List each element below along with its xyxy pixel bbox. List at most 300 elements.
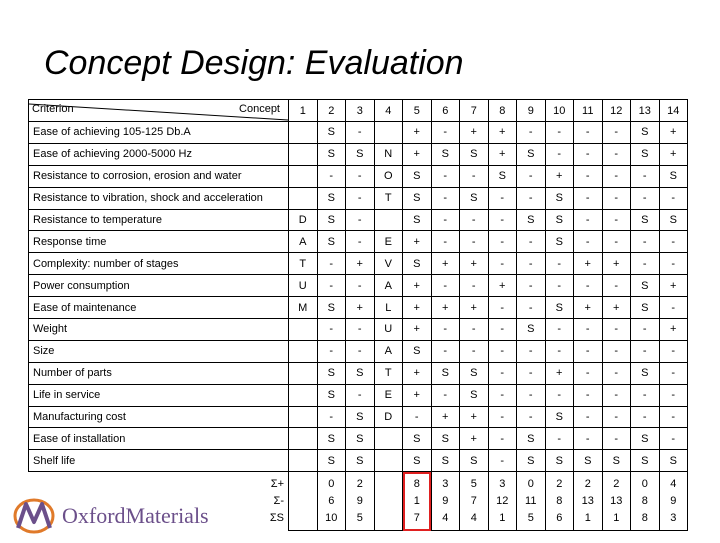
rating-cell: - bbox=[631, 384, 660, 406]
rating-cell: - bbox=[602, 362, 631, 384]
summary-value: 13 bbox=[581, 494, 594, 507]
rating-cell: - bbox=[574, 275, 603, 297]
rating-cell: - bbox=[517, 122, 546, 144]
summary-cell bbox=[517, 472, 546, 531]
rating-cell: + bbox=[488, 275, 517, 297]
rating-cell: - bbox=[517, 275, 546, 297]
rating-cell: - bbox=[545, 275, 574, 297]
rating-cell: S bbox=[431, 362, 460, 384]
summary-value: 4 bbox=[442, 511, 449, 524]
rating-cell: S bbox=[545, 297, 574, 319]
rating-cell: + bbox=[602, 253, 631, 275]
concept-header-9: 9 bbox=[517, 100, 546, 122]
summary-value: 2 bbox=[356, 477, 363, 490]
rating-cell: E bbox=[374, 231, 403, 253]
rating-cell: + bbox=[403, 231, 432, 253]
criterion-label: Shelf life bbox=[29, 450, 289, 472]
criterion-row bbox=[29, 209, 688, 231]
summary-cell bbox=[631, 472, 660, 531]
rating-cell bbox=[374, 450, 403, 472]
summary-value: 6 bbox=[556, 511, 563, 524]
rating-cell: + bbox=[460, 122, 489, 144]
rating-cell: - bbox=[346, 231, 375, 253]
rating-cell: S bbox=[317, 384, 346, 406]
rating-cell: D bbox=[289, 209, 318, 231]
rating-cell: S bbox=[346, 362, 375, 384]
rating-cell: S bbox=[631, 450, 660, 472]
rating-cell: - bbox=[431, 122, 460, 144]
rating-cell: S bbox=[431, 450, 460, 472]
rating-cell: - bbox=[545, 319, 574, 341]
rating-cell: S bbox=[517, 428, 546, 450]
rating-cell: - bbox=[517, 297, 546, 319]
rating-cell bbox=[289, 187, 318, 209]
rating-cell: - bbox=[317, 319, 346, 341]
rating-cell: - bbox=[346, 319, 375, 341]
rating-cell: O bbox=[374, 165, 403, 187]
rating-cell: - bbox=[460, 340, 489, 362]
rating-cell: - bbox=[545, 122, 574, 144]
rating-cell: - bbox=[602, 406, 631, 428]
rating-cell: - bbox=[488, 406, 517, 428]
rating-cell: S bbox=[460, 187, 489, 209]
rating-cell: - bbox=[574, 209, 603, 231]
summary-value: 10 bbox=[325, 511, 338, 524]
rating-cell: S bbox=[403, 253, 432, 275]
summary-value: 1 bbox=[613, 511, 620, 524]
rating-cell: S bbox=[631, 143, 660, 165]
rating-cell: S bbox=[317, 450, 346, 472]
summary-cell bbox=[602, 472, 631, 531]
rating-cell: S bbox=[346, 406, 375, 428]
summary-value: 2 bbox=[556, 477, 563, 490]
rating-cell: - bbox=[317, 165, 346, 187]
rating-cell: - bbox=[631, 406, 660, 428]
rating-cell bbox=[374, 122, 403, 144]
concept-header-4: 4 bbox=[374, 100, 403, 122]
rating-cell: - bbox=[488, 253, 517, 275]
rating-cell: + bbox=[460, 428, 489, 450]
concept-header-13: 13 bbox=[631, 100, 660, 122]
rating-cell: - bbox=[659, 362, 688, 384]
criterion-label: Resistance to corrosion, erosion and water bbox=[29, 165, 289, 187]
evaluation-matrix bbox=[28, 99, 688, 531]
rating-cell: - bbox=[602, 187, 631, 209]
rating-cell: S bbox=[631, 362, 660, 384]
rating-cell: - bbox=[574, 187, 603, 209]
criterion-row bbox=[29, 143, 688, 165]
rating-cell: D bbox=[374, 406, 403, 428]
summary-value: 0 bbox=[641, 477, 648, 490]
rating-cell: S bbox=[517, 450, 546, 472]
rating-cell: + bbox=[403, 143, 432, 165]
rating-cell: + bbox=[403, 275, 432, 297]
rating-cell: S bbox=[317, 362, 346, 384]
rating-cell: - bbox=[659, 428, 688, 450]
criterion-row bbox=[29, 340, 688, 362]
rating-cell: - bbox=[431, 275, 460, 297]
rating-cell: + bbox=[488, 143, 517, 165]
rating-cell: S bbox=[403, 187, 432, 209]
rating-cell: - bbox=[460, 165, 489, 187]
rating-cell: S bbox=[346, 450, 375, 472]
rating-cell: - bbox=[545, 428, 574, 450]
criterion-header: Criterion bbox=[32, 103, 74, 115]
rating-cell: S bbox=[631, 428, 660, 450]
rating-cell: S bbox=[317, 143, 346, 165]
oxford-materials-logo bbox=[10, 496, 220, 538]
rating-cell: - bbox=[659, 340, 688, 362]
rating-cell bbox=[374, 428, 403, 450]
criterion-label: Life in service bbox=[29, 384, 289, 406]
rating-cell: S bbox=[317, 428, 346, 450]
rating-cell: - bbox=[574, 384, 603, 406]
rating-cell: - bbox=[431, 340, 460, 362]
rating-cell: A bbox=[374, 340, 403, 362]
rating-cell: - bbox=[346, 165, 375, 187]
summary-value: 5 bbox=[356, 511, 363, 524]
rating-cell: S bbox=[403, 209, 432, 231]
rating-cell: - bbox=[631, 231, 660, 253]
rating-cell: S bbox=[346, 428, 375, 450]
rating-cell: + bbox=[403, 362, 432, 384]
rating-cell: S bbox=[659, 209, 688, 231]
rating-cell: S bbox=[631, 122, 660, 144]
header-row bbox=[29, 100, 688, 122]
rating-cell: - bbox=[631, 340, 660, 362]
concept-header: Concept bbox=[239, 103, 280, 115]
rating-cell: S bbox=[317, 297, 346, 319]
rating-cell: - bbox=[517, 231, 546, 253]
rating-cell: E bbox=[374, 384, 403, 406]
rating-cell: + bbox=[574, 297, 603, 319]
rating-cell: - bbox=[317, 275, 346, 297]
rating-cell: - bbox=[346, 209, 375, 231]
criterion-row bbox=[29, 275, 688, 297]
summary-cell bbox=[545, 472, 574, 531]
rating-cell: S bbox=[431, 428, 460, 450]
rating-cell: - bbox=[545, 253, 574, 275]
rating-cell: - bbox=[346, 384, 375, 406]
rating-cell: - bbox=[545, 340, 574, 362]
rating-cell: S bbox=[545, 231, 574, 253]
summary-cell bbox=[289, 472, 318, 531]
rating-cell: S bbox=[659, 165, 688, 187]
summary-cell bbox=[488, 472, 517, 531]
concept-header-8: 8 bbox=[488, 100, 517, 122]
summary-value: 5 bbox=[527, 511, 534, 524]
summary-cell bbox=[659, 472, 688, 531]
summary-value: 1 bbox=[584, 511, 591, 524]
rating-cell: - bbox=[602, 209, 631, 231]
rating-cell: S bbox=[460, 143, 489, 165]
rating-cell: S bbox=[545, 406, 574, 428]
rating-cell: - bbox=[602, 143, 631, 165]
rating-cell: - bbox=[346, 275, 375, 297]
summary-value: 2 bbox=[613, 477, 620, 490]
rating-cell: - bbox=[631, 187, 660, 209]
concept-header-14: 14 bbox=[659, 100, 688, 122]
rating-cell: - bbox=[431, 384, 460, 406]
summary-label: Σ+ bbox=[270, 478, 284, 490]
summary-value: 6 bbox=[328, 494, 335, 507]
summary-value: 3 bbox=[499, 477, 506, 490]
rating-cell bbox=[289, 165, 318, 187]
rating-cell bbox=[289, 362, 318, 384]
criterion-row bbox=[29, 450, 688, 472]
matrix-body bbox=[29, 122, 688, 531]
summary-cell bbox=[317, 472, 346, 531]
rating-cell: + bbox=[431, 406, 460, 428]
rating-cell: - bbox=[574, 165, 603, 187]
summary-value: 9 bbox=[356, 494, 363, 507]
summary-value: 13 bbox=[610, 494, 623, 507]
rating-cell: - bbox=[431, 187, 460, 209]
criterion-label: Power consumption bbox=[29, 275, 289, 297]
summary-value: 1 bbox=[499, 511, 506, 524]
rating-cell: S bbox=[346, 143, 375, 165]
rating-cell: + bbox=[659, 122, 688, 144]
summary-cell bbox=[403, 472, 432, 531]
summary-value: 12 bbox=[496, 494, 509, 507]
rating-cell: - bbox=[317, 253, 346, 275]
rating-cell: T bbox=[374, 362, 403, 384]
summary-cell bbox=[431, 472, 460, 531]
criterion-row bbox=[29, 231, 688, 253]
rating-cell: - bbox=[545, 384, 574, 406]
summary-value: 4 bbox=[470, 511, 477, 524]
criterion-label: Number of parts bbox=[29, 362, 289, 384]
rating-cell: - bbox=[574, 143, 603, 165]
criterion-label: Resistance to temperature bbox=[29, 209, 289, 231]
rating-cell bbox=[289, 428, 318, 450]
rating-cell: - bbox=[602, 275, 631, 297]
criterion-label: Response time bbox=[29, 231, 289, 253]
rating-cell: S bbox=[317, 231, 346, 253]
concept-header-2: 2 bbox=[317, 100, 346, 122]
criterion-row bbox=[29, 362, 688, 384]
rating-cell: A bbox=[289, 231, 318, 253]
rating-cell: - bbox=[517, 384, 546, 406]
summary-cell bbox=[574, 472, 603, 531]
rating-cell: - bbox=[431, 165, 460, 187]
rating-cell: U bbox=[289, 275, 318, 297]
rating-cell: + bbox=[602, 297, 631, 319]
concept-header-7: 7 bbox=[460, 100, 489, 122]
criterion-row bbox=[29, 319, 688, 341]
summary-value: 8 bbox=[556, 494, 563, 507]
rating-cell: + bbox=[659, 275, 688, 297]
rating-cell bbox=[289, 406, 318, 428]
rating-cell: + bbox=[574, 253, 603, 275]
rating-cell: - bbox=[346, 340, 375, 362]
criterion-row bbox=[29, 122, 688, 144]
rating-cell: - bbox=[602, 428, 631, 450]
rating-cell: - bbox=[431, 231, 460, 253]
rating-cell: + bbox=[460, 253, 489, 275]
summary-value: 3 bbox=[670, 511, 677, 524]
summary-value: 1 bbox=[413, 494, 420, 507]
summary-value: 11 bbox=[525, 494, 537, 507]
rating-cell: S bbox=[317, 122, 346, 144]
concept-header-12: 12 bbox=[602, 100, 631, 122]
rating-cell: S bbox=[431, 143, 460, 165]
rating-cell bbox=[289, 143, 318, 165]
logo-mark-icon bbox=[10, 496, 60, 538]
rating-cell: - bbox=[460, 319, 489, 341]
rating-cell: - bbox=[488, 231, 517, 253]
rating-cell: S bbox=[403, 428, 432, 450]
rating-cell: - bbox=[602, 384, 631, 406]
rating-cell: - bbox=[574, 362, 603, 384]
criterion-label: Complexity: number of stages bbox=[29, 253, 289, 275]
rating-cell: + bbox=[403, 384, 432, 406]
rating-cell: - bbox=[574, 406, 603, 428]
rating-cell: - bbox=[659, 384, 688, 406]
summary-value: 0 bbox=[527, 477, 534, 490]
rating-cell: + bbox=[488, 122, 517, 144]
summary-value: 8 bbox=[641, 511, 648, 524]
rating-cell: S bbox=[517, 143, 546, 165]
summary-cell bbox=[346, 472, 375, 531]
rating-cell: S bbox=[602, 450, 631, 472]
rating-cell: S bbox=[545, 209, 574, 231]
rating-cell: - bbox=[517, 165, 546, 187]
concept-header-1: 1 bbox=[289, 100, 318, 122]
summary-value: 4 bbox=[670, 477, 677, 490]
rating-cell: - bbox=[488, 187, 517, 209]
rating-cell: - bbox=[517, 362, 546, 384]
rating-cell: S bbox=[517, 209, 546, 231]
criterion-row bbox=[29, 297, 688, 319]
rating-cell: - bbox=[488, 362, 517, 384]
rating-cell: - bbox=[517, 340, 546, 362]
summary-value: 7 bbox=[470, 494, 477, 507]
rating-cell: T bbox=[374, 187, 403, 209]
criterion-label: Ease of installation bbox=[29, 428, 289, 450]
summary-value: 5 bbox=[470, 477, 477, 490]
rating-cell: - bbox=[659, 406, 688, 428]
rating-cell: - bbox=[517, 253, 546, 275]
criterion-row bbox=[29, 253, 688, 275]
concept-header-11: 11 bbox=[574, 100, 603, 122]
rating-cell: - bbox=[574, 340, 603, 362]
rating-cell: + bbox=[403, 319, 432, 341]
slide-title: Concept Design: Evaluation bbox=[44, 44, 464, 82]
criterion-row bbox=[29, 187, 688, 209]
rating-cell: - bbox=[346, 122, 375, 144]
summary-value: 8 bbox=[641, 494, 648, 507]
rating-cell: - bbox=[460, 275, 489, 297]
rating-cell: S bbox=[460, 384, 489, 406]
criterion-label: Ease of maintenance bbox=[29, 297, 289, 319]
rating-cell: + bbox=[460, 406, 489, 428]
rating-cell: - bbox=[574, 319, 603, 341]
rating-cell: - bbox=[574, 428, 603, 450]
criterion-concept-header bbox=[29, 100, 289, 122]
rating-cell: - bbox=[488, 209, 517, 231]
rating-cell: S bbox=[517, 319, 546, 341]
rating-cell: S bbox=[545, 450, 574, 472]
rating-cell: - bbox=[431, 209, 460, 231]
rating-cell: - bbox=[517, 406, 546, 428]
summary-value: 9 bbox=[670, 494, 677, 507]
rating-cell: A bbox=[374, 275, 403, 297]
rating-cell: S bbox=[460, 362, 489, 384]
summary-value: 3 bbox=[442, 477, 449, 490]
rating-cell: S bbox=[631, 275, 660, 297]
rating-cell: - bbox=[659, 187, 688, 209]
rating-cell: V bbox=[374, 253, 403, 275]
rating-cell: + bbox=[346, 297, 375, 319]
rating-cell: - bbox=[631, 319, 660, 341]
summary-value: 2 bbox=[584, 477, 591, 490]
summary-value: 0 bbox=[328, 477, 335, 490]
rating-cell: - bbox=[488, 450, 517, 472]
rating-cell: + bbox=[403, 122, 432, 144]
rating-cell: S bbox=[403, 165, 432, 187]
rating-cell: - bbox=[659, 231, 688, 253]
rating-cell: S bbox=[403, 340, 432, 362]
rating-cell: - bbox=[631, 165, 660, 187]
rating-cell: - bbox=[460, 209, 489, 231]
summary-label: ΣS bbox=[269, 512, 284, 524]
rating-cell: S bbox=[659, 450, 688, 472]
rating-cell: T bbox=[289, 253, 318, 275]
criterion-label: Resistance to vibration, shock and acceleration bbox=[29, 187, 289, 209]
rating-cell: - bbox=[317, 406, 346, 428]
rating-cell: - bbox=[602, 165, 631, 187]
rating-cell bbox=[289, 450, 318, 472]
rating-cell: S bbox=[460, 450, 489, 472]
rating-cell: - bbox=[460, 231, 489, 253]
rating-cell: - bbox=[574, 122, 603, 144]
rating-cell: - bbox=[517, 187, 546, 209]
rating-cell: - bbox=[545, 143, 574, 165]
concept-header-6: 6 bbox=[431, 100, 460, 122]
rating-cell: - bbox=[403, 406, 432, 428]
rating-cell: - bbox=[317, 340, 346, 362]
rating-cell: N bbox=[374, 143, 403, 165]
rating-cell: - bbox=[488, 340, 517, 362]
concept-header-5: 5 bbox=[403, 100, 432, 122]
criterion-row bbox=[29, 384, 688, 406]
rating-cell: + bbox=[545, 362, 574, 384]
criterion-label: Manufacturing cost bbox=[29, 406, 289, 428]
criterion-row bbox=[29, 406, 688, 428]
rating-cell bbox=[289, 340, 318, 362]
rating-cell: + bbox=[346, 253, 375, 275]
rating-cell bbox=[289, 122, 318, 144]
rating-cell: - bbox=[659, 297, 688, 319]
concept-header-3: 3 bbox=[346, 100, 375, 122]
rating-cell: S bbox=[631, 209, 660, 231]
rating-cell: S bbox=[403, 450, 432, 472]
summary-cell bbox=[460, 472, 489, 531]
logo-text: OxfordMaterials bbox=[62, 503, 209, 528]
rating-cell: + bbox=[545, 165, 574, 187]
summary-value: 8 bbox=[413, 477, 420, 490]
criterion-label: Weight bbox=[29, 319, 289, 341]
rating-cell: U bbox=[374, 319, 403, 341]
rating-cell: S bbox=[488, 165, 517, 187]
rating-cell: + bbox=[431, 297, 460, 319]
concept-header-10: 10 bbox=[545, 100, 574, 122]
rating-cell: S bbox=[317, 187, 346, 209]
rating-cell: + bbox=[659, 319, 688, 341]
criterion-row bbox=[29, 165, 688, 187]
rating-cell: - bbox=[602, 319, 631, 341]
